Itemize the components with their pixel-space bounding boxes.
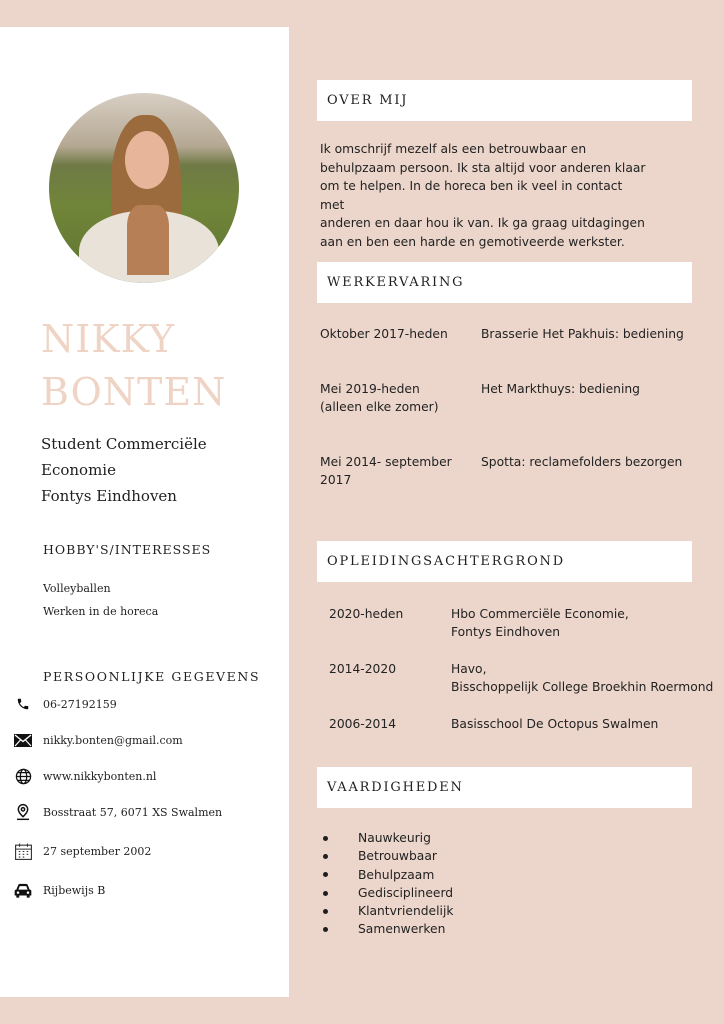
skill-label: Nauwkeurig bbox=[358, 831, 431, 845]
subtitle-school: Fontys Eindhoven bbox=[41, 487, 177, 505]
bullet-icon bbox=[323, 891, 328, 896]
skill-item bbox=[322, 829, 453, 847]
hobby-item: Volleyballen bbox=[43, 582, 111, 595]
experience-period-line: 2017 bbox=[320, 473, 352, 487]
experience-period-line: (alleen elke zomer) bbox=[320, 400, 439, 414]
skills-list bbox=[322, 829, 453, 939]
skill-label: Betrouwbaar bbox=[358, 849, 437, 864]
about-line: anderen en daar hou ik van. Ik ga graag uitdagingen bbox=[320, 216, 645, 231]
education-school-line: Havo, bbox=[451, 662, 487, 676]
globe-icon bbox=[12, 765, 34, 787]
experience-period bbox=[320, 325, 448, 343]
section-heading-about: OVER MIJ bbox=[317, 80, 692, 121]
education-school bbox=[451, 660, 713, 696]
experience-period-line: Mei 2019-heden bbox=[320, 382, 420, 396]
address: Bosstraat 57, 6071 XS Swalmen bbox=[43, 805, 223, 819]
subtitle-study: Student Commerciële Economie bbox=[41, 435, 207, 479]
section-heading-experience: WERKERVARING bbox=[317, 262, 692, 303]
skill-label: Behulpzaam bbox=[358, 867, 435, 882]
birthdate: 27 september 2002 bbox=[43, 844, 152, 858]
education-school bbox=[451, 605, 629, 641]
experience-role: Het Markthuys: bediening bbox=[481, 382, 640, 396]
contact-address bbox=[12, 801, 282, 823]
education-period: 2020-heden bbox=[329, 607, 404, 621]
education-period: 2014-2020 bbox=[329, 662, 397, 676]
contact-phone bbox=[12, 693, 282, 715]
section-heading-skills: VAARDIGHEDEN bbox=[317, 767, 692, 808]
car-icon bbox=[12, 879, 34, 901]
drivers-license: Rijbewijs B bbox=[43, 883, 106, 897]
personal-heading: PERSOONLIJKE GEGEVENS bbox=[43, 669, 261, 684]
location-pin-icon bbox=[12, 801, 34, 823]
skill-item bbox=[322, 884, 453, 902]
education-school bbox=[451, 715, 658, 733]
website: www.nikkybonten.nl bbox=[43, 769, 157, 783]
about-line: Ik omschrijf mezelf als een betrouwbaar en bbox=[320, 142, 587, 156]
contact-license bbox=[12, 879, 282, 901]
bullet-icon bbox=[323, 872, 328, 877]
subtitle bbox=[41, 431, 286, 509]
phone-number: 06-27192159 bbox=[43, 697, 117, 711]
skill-label: Samenwerken bbox=[358, 922, 446, 937]
phone-icon bbox=[12, 693, 34, 715]
education-school-line: Fontys Eindhoven bbox=[451, 625, 561, 639]
about-text bbox=[320, 140, 650, 252]
contact-email bbox=[12, 729, 282, 751]
bullet-icon bbox=[323, 836, 328, 841]
experience-role: Brasserie Het Pakhuis: bediening bbox=[481, 327, 684, 341]
education-school-line: Basisschool De Octopus Swalmen bbox=[451, 717, 659, 731]
experience-role: Spotta: reclamefolders bezorgen bbox=[481, 455, 683, 469]
email-address: nikky.bonten@gmail.com bbox=[43, 733, 183, 747]
about-line: aan en ben een harde en gemotiveerde werkster. bbox=[320, 234, 625, 249]
experience-period bbox=[320, 380, 439, 416]
experience-period-line: Mei 2014- september bbox=[320, 455, 452, 469]
bullet-icon bbox=[323, 854, 328, 859]
section-heading-education: OPLEIDINGSACHTERGROND bbox=[317, 541, 692, 582]
skill-item bbox=[322, 920, 453, 938]
contact-website bbox=[12, 765, 282, 787]
experience-period bbox=[320, 453, 452, 489]
skill-label: Klantvriendelijk bbox=[358, 904, 454, 919]
education-period: 2006-2014 bbox=[329, 717, 397, 731]
education-school-line: Hbo Commerciële Economie, bbox=[451, 607, 629, 621]
mail-icon bbox=[12, 729, 34, 751]
education-school-line: Bisschoppelijk College Broekhin Roermond bbox=[451, 680, 714, 694]
skill-item bbox=[322, 847, 453, 865]
bullet-icon bbox=[323, 927, 328, 932]
contact-birthdate bbox=[12, 840, 282, 862]
about-line: behulpzaam persoon. Ik sta altijd voor anderen klaar bbox=[320, 160, 646, 175]
bullet-icon bbox=[323, 909, 328, 914]
profile-photo bbox=[49, 93, 239, 283]
skill-label: Gedisciplineerd bbox=[358, 885, 454, 900]
name-first: NIKKY bbox=[41, 317, 176, 361]
hobbies-heading: HOBBY'S/INTERESSES bbox=[43, 542, 212, 557]
skill-item bbox=[322, 866, 453, 884]
name-last: BONTEN bbox=[41, 370, 227, 414]
full-name bbox=[41, 313, 226, 419]
experience-period-line: Oktober 2017-heden bbox=[320, 327, 448, 341]
hobby-item: Werken in de horeca bbox=[43, 605, 159, 618]
about-line: om te helpen. In de horeca ben ik veel in contact met bbox=[320, 179, 623, 212]
skill-item bbox=[322, 902, 453, 920]
calendar-icon bbox=[12, 840, 34, 862]
